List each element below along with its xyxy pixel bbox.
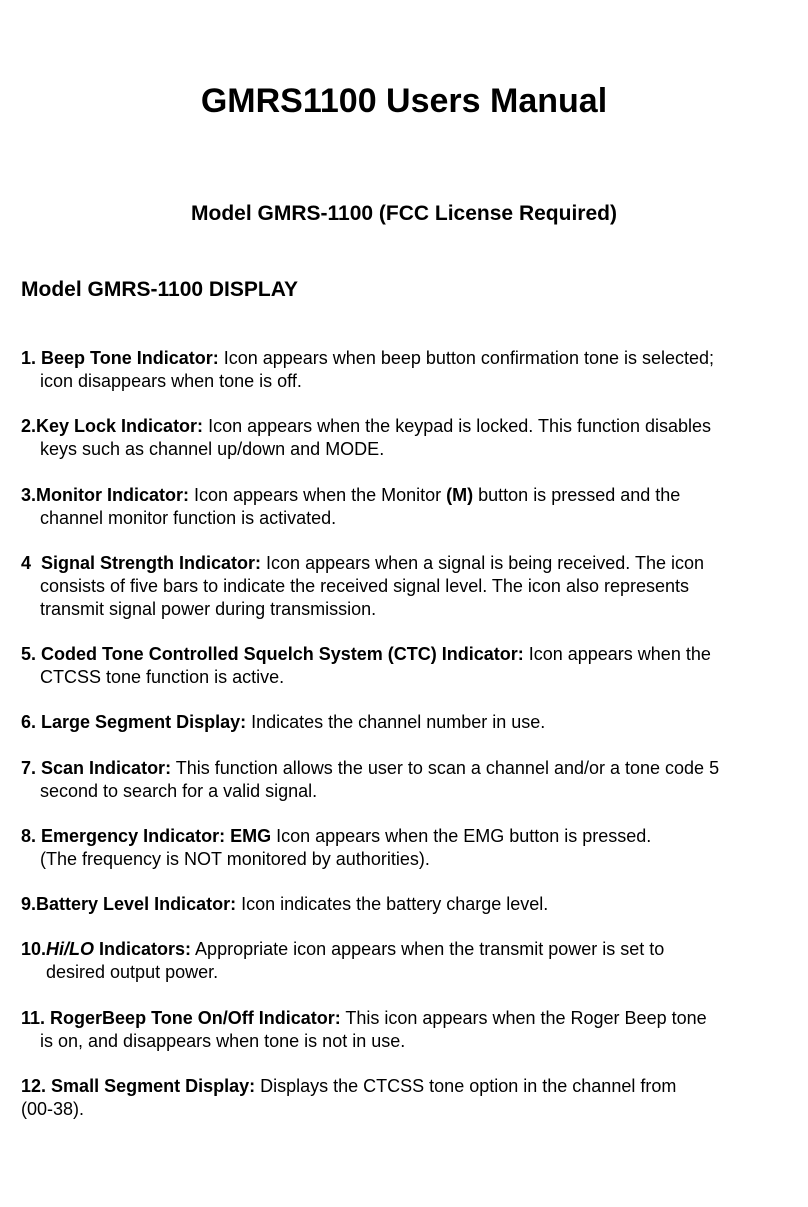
list-item-beep-tone (21, 347, 796, 393)
item-text: Indicates the channel number in use. (246, 712, 546, 732)
item-number: 8. (21, 826, 37, 846)
item-text: button is pressed and the (473, 485, 681, 505)
item-text: Appropriate icon appears when the transmit power is set to (191, 939, 665, 959)
item-number: 10. (21, 939, 47, 959)
item-text-continued: is on, and disappears when tone is not in use. (40, 1031, 406, 1051)
item-text: Displays the CTCSS tone option in the channel from (255, 1076, 677, 1096)
item-number: 1. (21, 348, 37, 368)
item-label: Small Segment Display: (51, 1076, 256, 1096)
item-number: 5. (21, 644, 37, 664)
item-label: Battery Level Indicator: (36, 894, 237, 914)
list-item-monitor (21, 484, 796, 530)
item-text: Icon appears when a signal is being received. The icon (261, 553, 704, 573)
item-label: Signal Strength Indicator: (41, 553, 262, 573)
item-label: Coded Tone Controlled Squelch System (CTC) Indicator: (41, 644, 524, 664)
item-number: 12. (21, 1076, 47, 1096)
item-label: RogerBeep Tone On/Off Indicator: (50, 1008, 341, 1028)
item-text: Icon appears when the EMG button is pressed. (271, 826, 652, 846)
item-text-continued: icon disappears when tone is off. (40, 371, 302, 391)
item-text: This icon appears when the Roger Beep tone (340, 1008, 707, 1028)
item-number: 6. (21, 712, 37, 732)
item-label-italic: Hi/LO (46, 939, 95, 959)
list-item-key-lock (21, 415, 796, 461)
item-text-bold: (M) (446, 485, 474, 505)
item-number: 3. (21, 485, 37, 505)
item-number: 2. (21, 416, 37, 436)
list-item-signal-strength (21, 552, 796, 621)
item-text-continued: desired output power. (46, 962, 219, 982)
list-item-large-segment (21, 711, 796, 734)
item-text-continued: CTCSS tone function is active. (40, 667, 285, 687)
item-text-continued: (00-38). (21, 1099, 85, 1119)
list-item-roger-beep (21, 1007, 796, 1053)
list-item-small-segment (21, 1075, 796, 1121)
item-text-continued: keys such as channel up/down and MODE. (40, 439, 385, 459)
list-item-ctc (21, 643, 796, 689)
item-number: 7. (21, 758, 37, 778)
item-label: Emergency Indicator: EMG (41, 826, 272, 846)
list-item-battery-level (21, 893, 796, 916)
item-label: Large Segment Display: (41, 712, 247, 732)
item-text: Icon appears when beep button confirmation tone is selected; (218, 348, 715, 368)
list-item-emergency (21, 825, 796, 871)
item-number: 11. (21, 1008, 46, 1028)
section-heading: Model GMRS-1100 DISPLAY (21, 278, 298, 301)
item-text: Icon appears when the keypad is locked. This function disables (203, 416, 712, 436)
item-number: 4 (21, 553, 32, 573)
item-text-continued: (The frequency is NOT monitored by authorities). (40, 849, 430, 869)
list-item-scan (21, 757, 796, 803)
item-label: Indicators: (94, 939, 192, 959)
item-text: Icon indicates the battery charge level. (236, 894, 549, 914)
item-text: Icon appears when the (523, 644, 711, 664)
item-number: 9. (21, 894, 37, 914)
list-item-hi-lo (21, 938, 796, 984)
model-subtitle: Model GMRS-1100 (FCC License Required) (191, 202, 617, 225)
item-text-continued: second to search for a valid signal. (40, 781, 318, 801)
item-label: Key Lock Indicator: (36, 416, 204, 436)
item-text: Icon appears when the Monitor (189, 485, 447, 505)
item-label: Scan Indicator: (41, 758, 172, 778)
item-text-continued: channel monitor function is activated. (40, 508, 337, 528)
item-label: Beep Tone Indicator: (41, 348, 219, 368)
item-text-continued: transmit signal power during transmission. (40, 599, 377, 619)
item-text-continued: consists of five bars to indicate the received signal level. The icon also represents (40, 576, 690, 596)
document-title: GMRS1100 Users Manual (200, 82, 608, 120)
item-label: Monitor Indicator: (36, 485, 189, 505)
item-text: This function allows the user to scan a channel and/or a tone code 5 (171, 758, 720, 778)
